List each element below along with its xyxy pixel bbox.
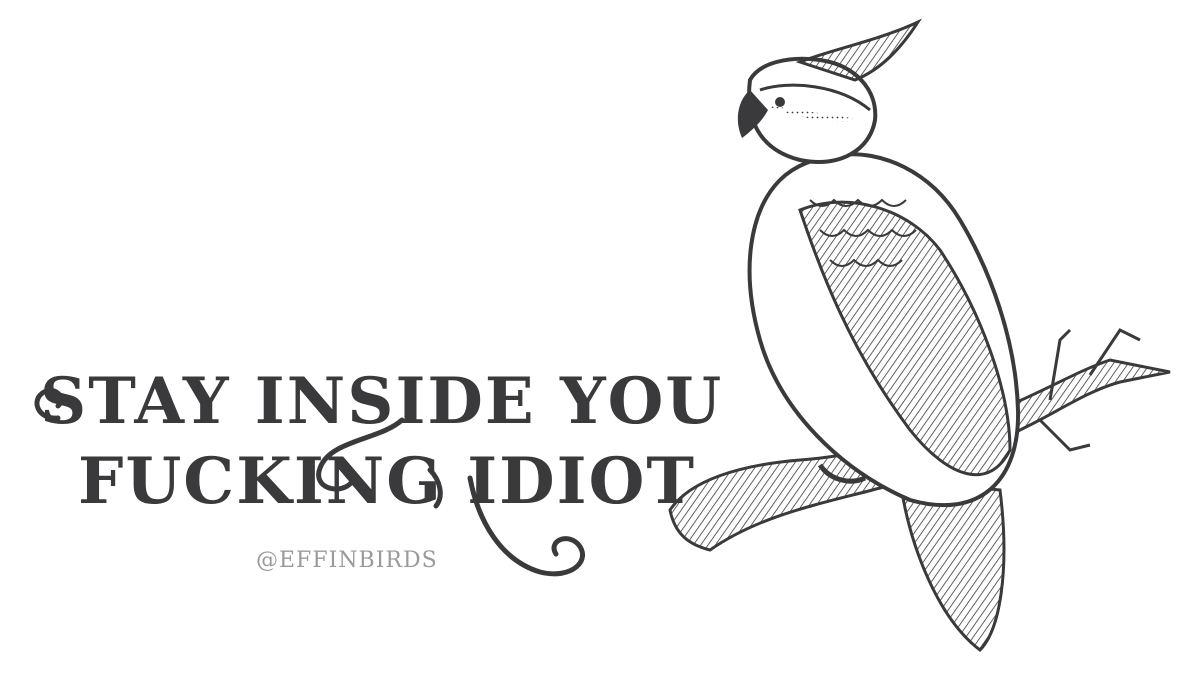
caption-line-2: FUCKING IDIOT [78,444,696,519]
caption [40,364,724,519]
caption-line-1: STAY INSIDE YOU [40,364,724,439]
cockatoo-icon [650,10,1190,665]
author-handle: @EFFINBIRDS [256,548,438,573]
